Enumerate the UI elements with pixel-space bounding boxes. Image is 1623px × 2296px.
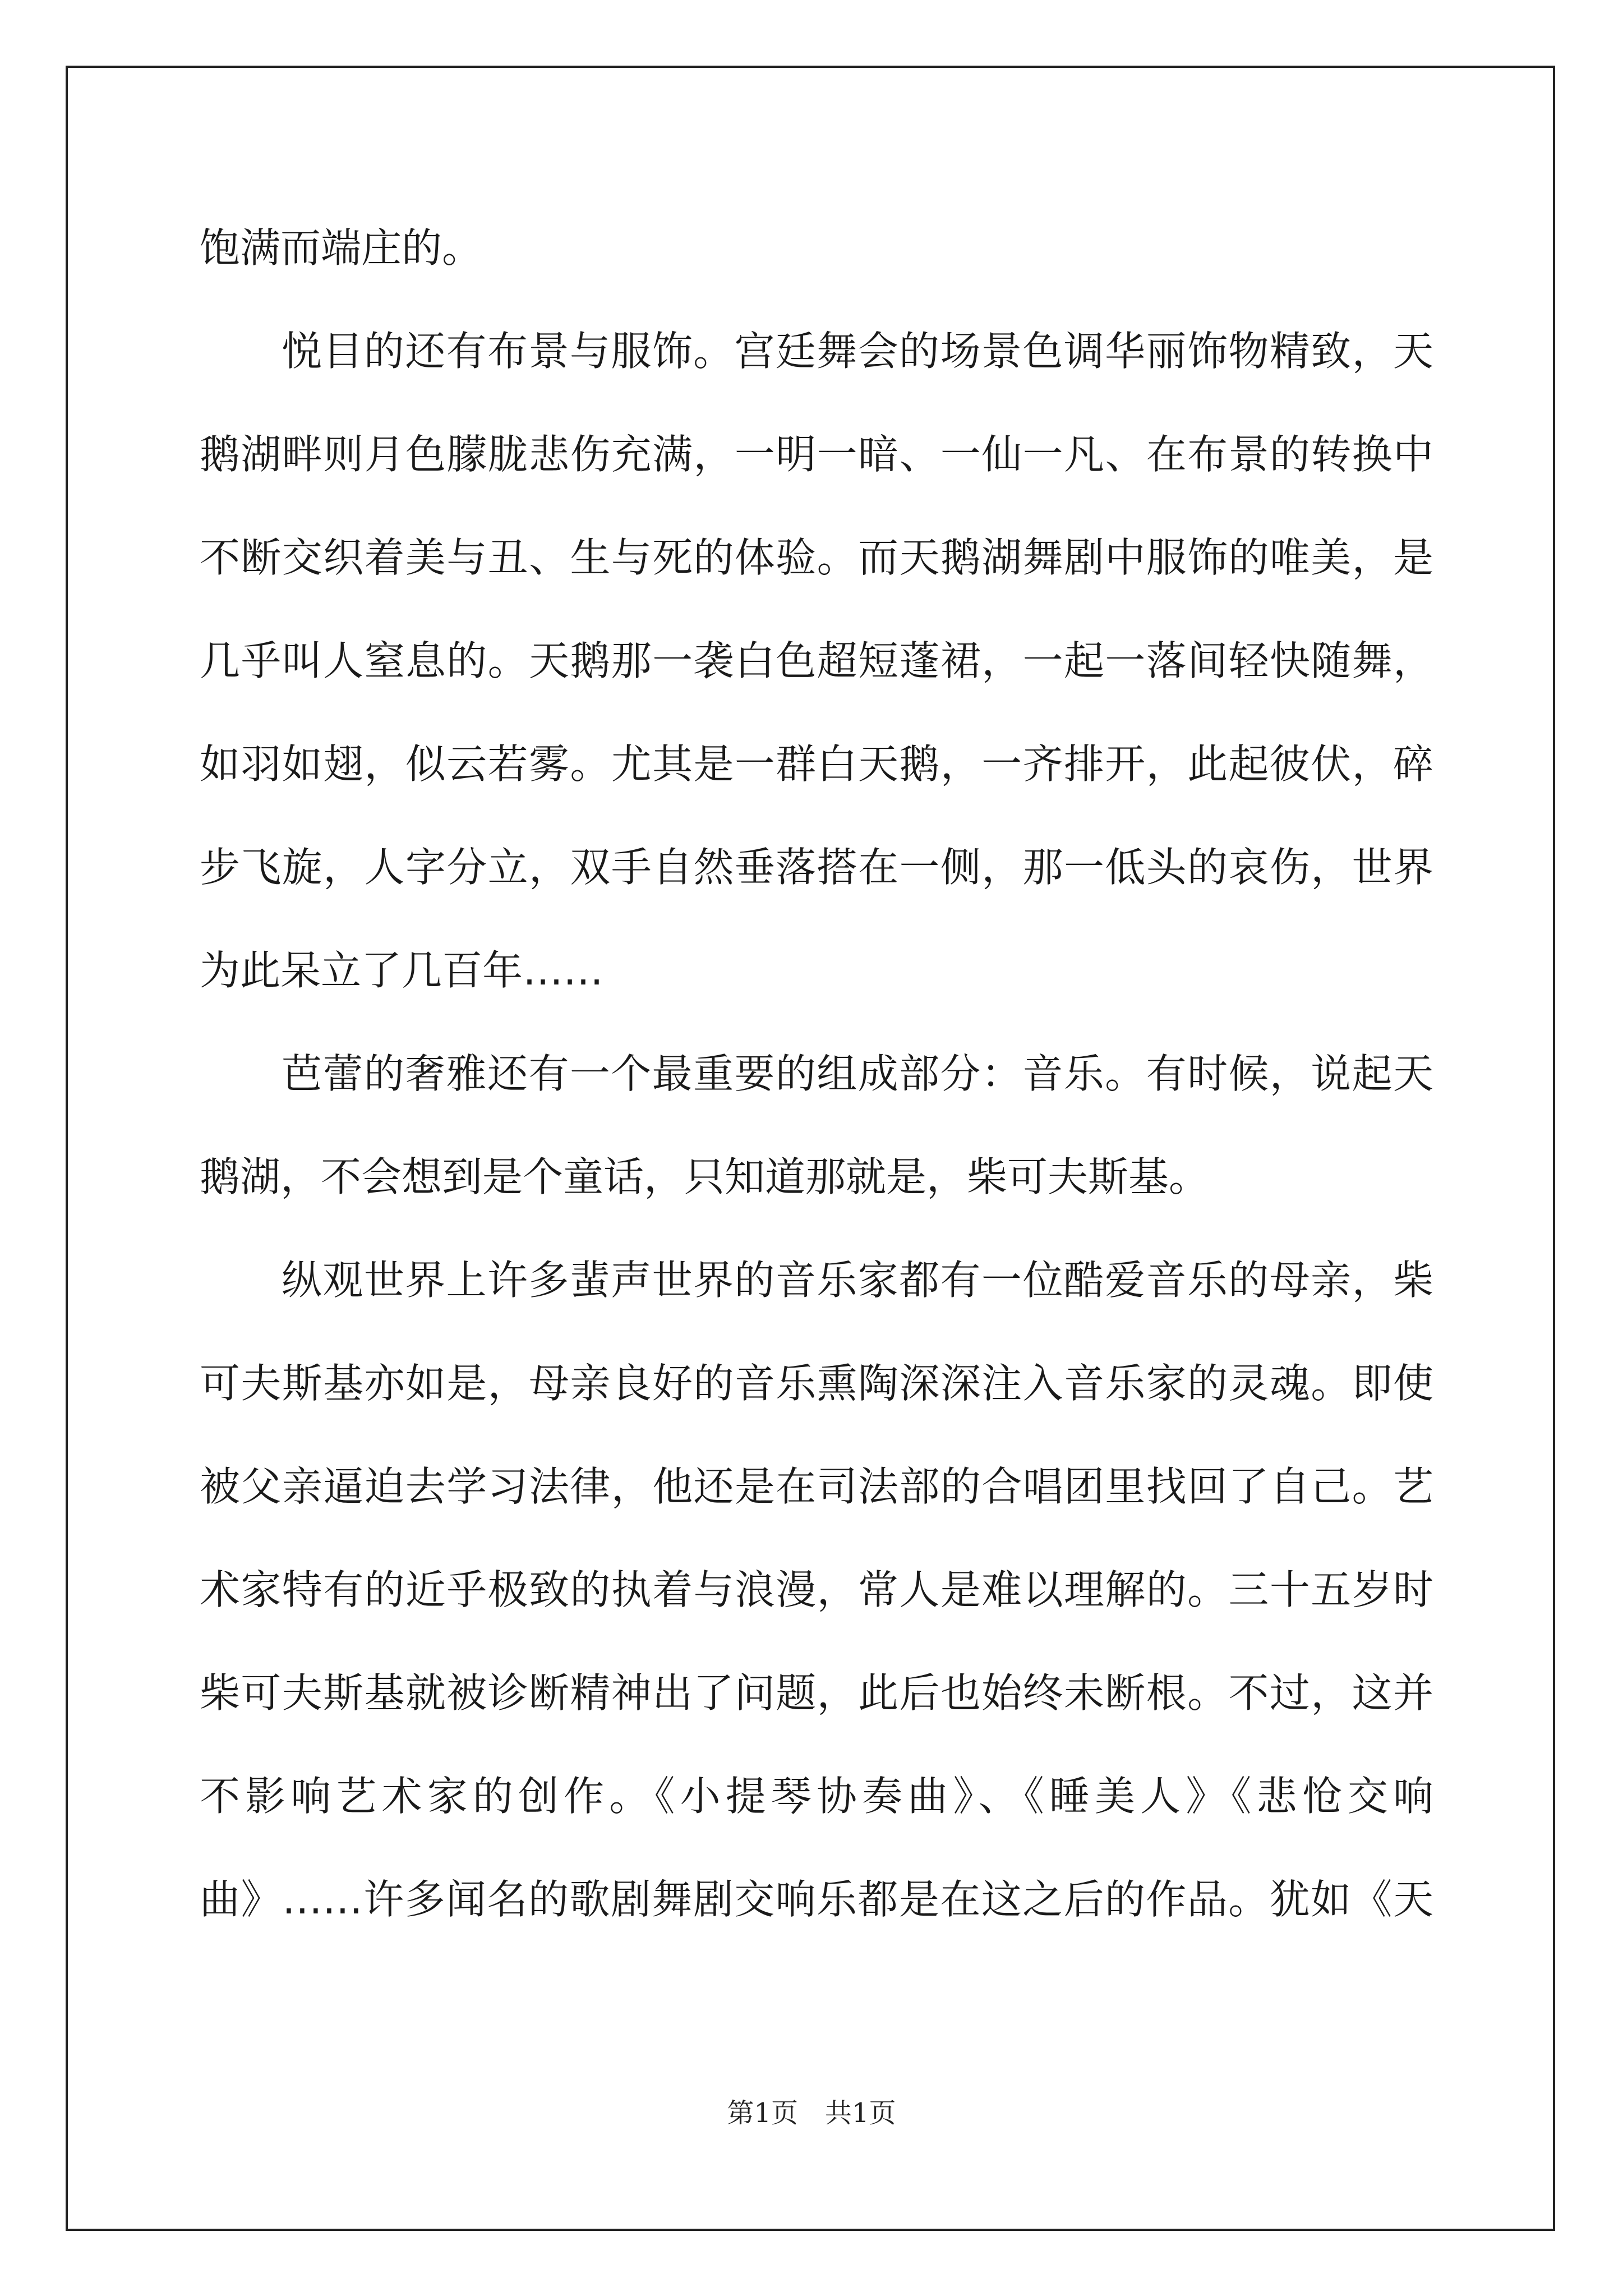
text-line: 柴可夫斯基就被诊断精神出了问题，此后也始终未断根。不过，这并 bbox=[200, 1669, 1433, 1717]
text-line: 几乎叫人窒息的。天鹅那一袭白色超短蓬裙，一起一落间轻快随舞， bbox=[200, 637, 1433, 684]
text-line: 术家特有的近乎极致的执着与浪漫，常人是难以理解的。三十五岁时 bbox=[200, 1566, 1433, 1613]
text-line: 饱满而端庄的。 bbox=[200, 224, 483, 272]
text-line: 纵观世界上许多蜚声世界的音乐家都有一位酷爱音乐的母亲，柴 bbox=[282, 1257, 1433, 1304]
text-line: 不影响艺术家的创作。《小提琴协奏曲》、《睡美人》《悲怆交响 bbox=[200, 1773, 1433, 1820]
text-line: 被父亲逼迫去学习法律，他还是在司法部的合唱团里找回了自己。艺 bbox=[200, 1463, 1433, 1510]
text-line: 步飞旋，人字分立，双手自然垂落搭在一侧，那一低头的哀伤，世界 bbox=[200, 844, 1433, 891]
text-line: 悦目的还有布景与服饰。宫廷舞会的场景色调华丽饰物精致，天 bbox=[282, 328, 1433, 375]
text-line: 可夫斯基亦如是，母亲良好的音乐熏陶深深注入音乐家的灵魂。即使 bbox=[200, 1360, 1433, 1407]
text-line: 鹅湖，不会想到是个童话，只知道那就是，柴可夫斯基。 bbox=[200, 1153, 1210, 1200]
text-line: 鹅湖畔则月色朦胧悲伤充满，一明一暗、一仙一凡、在布景的转换中 bbox=[200, 431, 1433, 478]
text-line: 芭蕾的奢雅还有一个最重要的组成部分：音乐。有时候，说起天 bbox=[282, 1050, 1433, 1097]
document-body bbox=[200, 196, 1433, 1951]
text-line: 为此呆立了几百年…… bbox=[200, 947, 604, 994]
text-line: 如羽如翅，似云若雾。尤其是一群白天鹅，一齐排开，此起彼伏，碎 bbox=[200, 740, 1433, 788]
text-line: 不断交织着美与丑、生与死的体验。而天鹅湖舞剧中服饰的唯美，是 bbox=[200, 534, 1433, 581]
text-line: 曲》……许多闻名的歌剧舞剧交响乐都是在这之后的作品。犹如《天 bbox=[200, 1876, 1433, 1923]
page-footer: 第1页 共1页 bbox=[727, 2097, 896, 2129]
